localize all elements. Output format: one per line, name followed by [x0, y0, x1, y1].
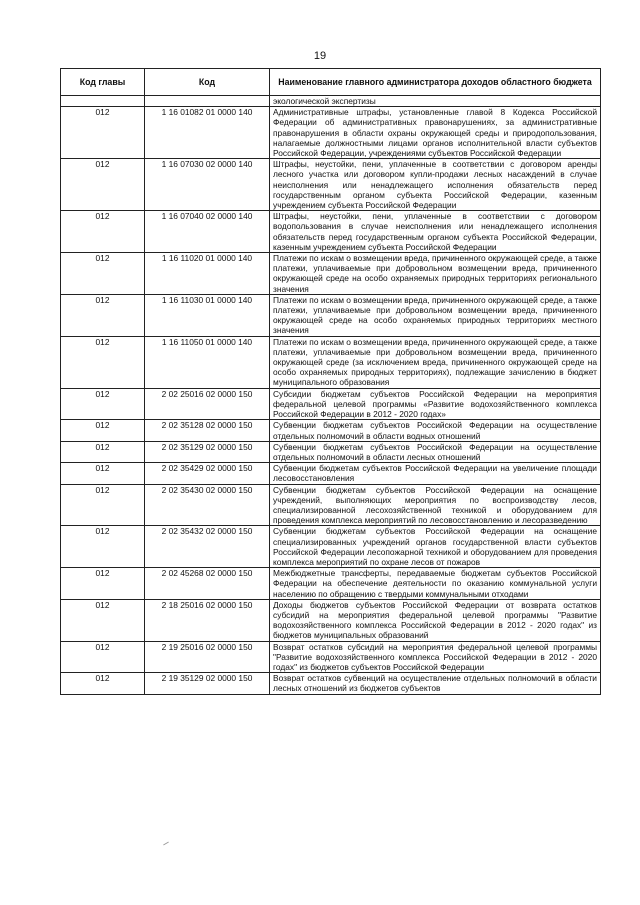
table-row: [61, 441, 601, 462]
table-row: [61, 211, 601, 253]
administrator-name-cell: Возврат остатков субсидий на мероприятия федеральной целевой программы "Развитие водохозяйственного комплекса Российской Федерации в 2012 - 2020 годах" из бюджетов субъектов Российской Федерации: [270, 641, 601, 673]
chapter-code-cell: 012: [61, 420, 145, 441]
administrator-name-cell: Платежи по искам о возмещении вреда, причиненного окружающей среде, а также платежи, уплачиваемые при добровольном возмещении вреда, причиненного окружающей среде (за исключением вреда, причиненного окружающей среде на особо охраняемых природных территориях), подлежащие зачислению в бюджет муниципального образования: [270, 336, 601, 388]
chapter-code-cell: 012: [61, 463, 145, 484]
administrator-name-cell: Субсидии бюджетам субъектов Российской Федерации на мероприятия федеральной целевой программы «Развитие водохозяйственного комплекса Российской Федерации в 2012 - 2020 годах»: [270, 388, 601, 420]
table-row: [61, 253, 601, 295]
table-row: [61, 641, 601, 673]
budget-code-cell: 1 16 11020 01 0000 140: [145, 253, 270, 295]
pen-mark: [163, 842, 169, 846]
table-row: [61, 568, 601, 600]
table-row: [61, 484, 601, 526]
budget-code-cell: 2 02 25016 02 0000 150: [145, 388, 270, 420]
budget-code-cell: 1 16 07040 02 0000 140: [145, 211, 270, 253]
table-row: [61, 420, 601, 441]
chapter-code-cell: 012: [61, 336, 145, 388]
chapter-code-cell: 012: [61, 641, 145, 673]
administrator-name-cell: Платежи по искам о возмещении вреда, причиненного окружающей среде, а также платежи, уплачиваемые при добровольном возмещении вреда, причиненного окружающей среде на особо охраняемых природных территориях регионального значения: [270, 253, 601, 295]
table-row: [61, 294, 601, 336]
budget-code-cell: 2 02 35429 02 0000 150: [145, 463, 270, 484]
administrator-name-cell: Платежи по искам о возмещении вреда, причиненного окружающей среде, а также платежи, уплачиваемые при добровольном возмещении вреда, причиненного окружающей среде на особо охраняемых природных территориях местного значения: [270, 294, 601, 336]
chapter-code-cell: 012: [61, 484, 145, 526]
budget-code-cell: 1 16 07030 02 0000 140: [145, 159, 270, 211]
header-chapter-code: Код главы: [61, 69, 145, 96]
revenue-administrators-table: [60, 68, 601, 695]
chapter-code-cell: 012: [61, 673, 145, 694]
chapter-code-cell: 012: [61, 568, 145, 600]
administrator-name-cell: Субвенции бюджетам субъектов Российской Федерации на оснащение специализированных учреждений органов государственной власти субъектов Российской Федерации лесопожарной техникой и оборудованием для проведения комплекса мероприятий по охране лесов от пожаров: [270, 526, 601, 568]
chapter-code-cell: 012: [61, 253, 145, 295]
budget-code-cell: 2 02 35430 02 0000 150: [145, 484, 270, 526]
administrator-name-cell: Субвенции бюджетам субъектов Российской Федерации на увеличение площади лесовосстановления: [270, 463, 601, 484]
budget-code-cell: 2 02 35129 02 0000 150: [145, 441, 270, 462]
continuation-text: экологической экспертизы: [270, 96, 601, 107]
header-administrator-name: Наименование главного администратора доходов областного бюджета: [270, 69, 601, 96]
administrator-name-cell: Межбюджетные трансферты, передаваемые бюджетам субъектов Российской Федерации на обеспечение деятельности по оказанию коммунальной услуги населению по обращению с твердыми коммунальными отходами: [270, 568, 601, 600]
budget-code-cell: 2 02 35432 02 0000 150: [145, 526, 270, 568]
chapter-code-cell: 012: [61, 441, 145, 462]
administrator-name-cell: Субвенции бюджетам субъектов Российской Федерации на осуществление отдельных полномочий в области водных отношений: [270, 420, 601, 441]
chapter-code-cell: 012: [61, 107, 145, 159]
budget-code-cell: 2 02 45268 02 0000 150: [145, 568, 270, 600]
administrator-name-cell: Субвенции бюджетам субъектов Российской Федерации на осуществление отдельных полномочий в области лесных отношений: [270, 441, 601, 462]
budget-code-cell: 2 18 25016 02 0000 150: [145, 599, 270, 641]
administrator-name-cell: Возврат остатков субвенций на осуществление отдельных полномочий в области лесных отношений из бюджетов субъектов: [270, 673, 601, 694]
budget-code-cell: 2 19 35129 02 0000 150: [145, 673, 270, 694]
table-row: [61, 526, 601, 568]
administrator-name-cell: Административные штрафы, установленные главой 8 Кодекса Российской Федерации об административных правонарушениях, за административные правонарушения в области охраны окружающей среды и природопользования, налагаемые должностными лицами органов исполнительной власти субъектов Российской Федерации, учреждениями субъектов Российской Федерации: [270, 107, 601, 159]
administrator-name-cell: Доходы бюджетов субъектов Российской Федерации от возврата остатков субсидий на мероприятия федеральной целевой программы "Развитие водохозяйственного комплекса Российской Федерации в 2012 - 2020 годах" из бюджетов муниципальных образований: [270, 599, 601, 641]
chapter-code-cell: 012: [61, 388, 145, 420]
budget-code-cell: 2 19 25016 02 0000 150: [145, 641, 270, 673]
page-number: 19: [313, 50, 327, 62]
administrator-name-cell: Субвенции бюджетам субъектов Российской Федерации на оснащение учреждений, выполняющих мероприятия по воспроизводству лесов, специализированной лесохозяйственной техникой и оборудованием для проведения комплекса мероприятий по лесовосстановлению и лесоразведению: [270, 484, 601, 526]
table-header-row: [61, 69, 601, 96]
chapter-code-cell: 012: [61, 526, 145, 568]
table-row: [61, 107, 601, 159]
budget-code-cell: 1 16 01082 01 0000 140: [145, 107, 270, 159]
chapter-code-cell: 012: [61, 599, 145, 641]
table-row: [61, 336, 601, 388]
table-row: [61, 673, 601, 694]
table-row: [61, 159, 601, 211]
chapter-code-cell: 012: [61, 159, 145, 211]
header-code: Код: [145, 69, 270, 96]
chapter-code-cell: 012: [61, 211, 145, 253]
budget-code-cell: 1 16 11030 01 0000 140: [145, 294, 270, 336]
table-cell: [145, 96, 270, 107]
table-row: [61, 463, 601, 484]
administrator-name-cell: Штрафы, неустойки, пени, уплаченные в соответствии с договором аренды лесного участка или договором купли-продажи лесных насаждений в случае неисполнения или ненадлежащего исполнения обязательств перед государственным органом субъекта Российской Федерации, казенным учреждением субъекта Российской Федерации: [270, 159, 601, 211]
budget-code-cell: 2 02 35128 02 0000 150: [145, 420, 270, 441]
table-row: [61, 388, 601, 420]
table-row: [61, 599, 601, 641]
chapter-code-cell: 012: [61, 294, 145, 336]
continuation-row: [61, 96, 601, 107]
table-cell: [61, 96, 145, 107]
administrator-name-cell: Штрафы, неустойки, пени, уплаченные в соответствии с договором водопользования в случае неисполнения или ненадлежащего исполнения обязательств перед государственным органом субъекта Российской Федерации, казенным учреждением субъекта Российской Федерации: [270, 211, 601, 253]
budget-code-cell: 1 16 11050 01 0000 140: [145, 336, 270, 388]
